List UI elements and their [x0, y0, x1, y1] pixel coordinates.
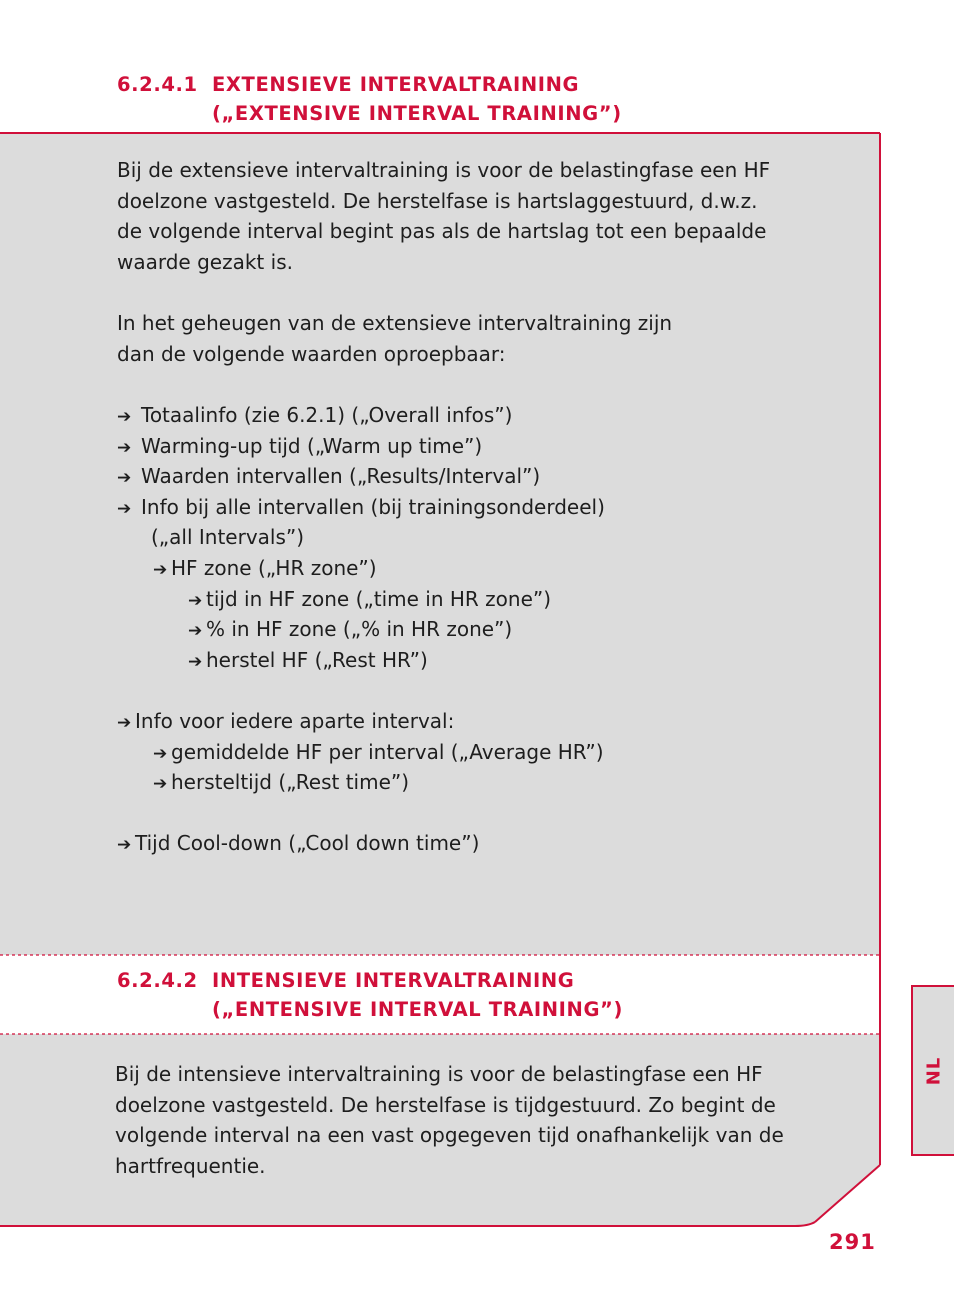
- section-title-line1: EXTENSIEVE INTERVALTRAINING: [212, 73, 580, 96]
- paragraph: [115, 1059, 784, 1181]
- list-item: ➔ Totaalinfo (zie 6.2.1) („Overall infos”): [117, 400, 512, 433]
- list-item: ➔ gemiddelde HF per interval („Average HR”): [153, 737, 604, 770]
- section-number: 6.2.4.1: [117, 73, 198, 96]
- arrow-right-icon: ➔: [188, 621, 203, 641]
- section-title-line1: INTENSIEVE INTERVALTRAINING: [212, 969, 575, 992]
- text-line: doelzone vastgesteld. De herstelfase is hartslaggestuurd, d.w.z.: [117, 188, 758, 213]
- arrow-right-icon: ➔: [117, 499, 132, 519]
- text-line: Bij de extensieve intervaltraining is voor de belastingfase een HF: [117, 158, 771, 182]
- section-title-line2: („EXTENSIVE INTERVAL TRAINING”): [212, 102, 622, 125]
- list-item: ➔ herstel HF („Rest HR”): [188, 645, 428, 678]
- language-tab-label: NL: [923, 1056, 944, 1085]
- arrow-right-icon: ➔: [117, 835, 132, 855]
- text-line: doelzone vastgesteld. De herstelfase is tijdgestuurd. Zo begint de: [115, 1092, 776, 1117]
- language-tab[interactable]: [911, 985, 954, 1156]
- list-item: ➔ tijd in HF zone („time in HR zone”): [188, 584, 551, 617]
- list-item: ➔ % in HF zone („% in HR zone”): [188, 614, 512, 647]
- arrow-right-icon: ➔: [117, 468, 132, 488]
- arrow-right-icon: ➔: [153, 774, 168, 794]
- arrow-right-icon: ➔: [117, 438, 132, 458]
- section-heading-2: [117, 966, 623, 1024]
- arrow-right-icon: ➔: [117, 713, 132, 733]
- list-item-continued: („all Intervals”): [151, 525, 305, 549]
- list-item: ➔ Tijd Cool-down („Cool down time”): [117, 828, 479, 861]
- section-number: 6.2.4.2: [117, 969, 198, 992]
- text-line: waarde gezakt is.: [117, 249, 293, 274]
- text-line: de volgende interval begint pas als de hartslag tot een bepaalde: [117, 219, 767, 244]
- page-number: 291: [829, 1230, 876, 1254]
- arrow-right-icon: ➔: [188, 652, 203, 672]
- list-item: ➔ Warming-up tijd („Warm up time”): [117, 431, 482, 464]
- text-line: In het geheugen van de extensieve intervaltraining zijn: [117, 311, 673, 335]
- list-item: ➔ HF zone („HR zone”): [153, 553, 377, 586]
- paragraph: [117, 308, 672, 369]
- paragraph: [117, 155, 770, 277]
- list-item: ➔ Waarden intervallen („Results/Interval”): [117, 461, 540, 494]
- list-item: ➔ Info bij alle intervallen (bij trainingsonderdeel): [117, 492, 605, 525]
- arrow-right-icon: ➔: [117, 407, 132, 427]
- arrow-right-icon: ➔: [153, 744, 168, 764]
- text-line: volgende interval na een vast opgegeven tijd onafhankelijk van de: [115, 1123, 784, 1148]
- list-item: ➔ Info voor iedere aparte interval:: [117, 706, 454, 739]
- arrow-right-icon: ➔: [188, 591, 203, 611]
- list-item: ➔ hersteltijd („Rest time”): [153, 767, 409, 800]
- text-line: dan de volgende waarden oproepbaar:: [117, 341, 506, 366]
- arrow-right-icon: ➔: [153, 560, 168, 580]
- text-line: Bij de intensieve intervaltraining is voor de belastingfase een HF: [115, 1062, 763, 1086]
- text-line: hartfrequentie.: [115, 1153, 266, 1178]
- section-title-line2: („ENTENSIVE INTERVAL TRAINING”): [212, 998, 623, 1021]
